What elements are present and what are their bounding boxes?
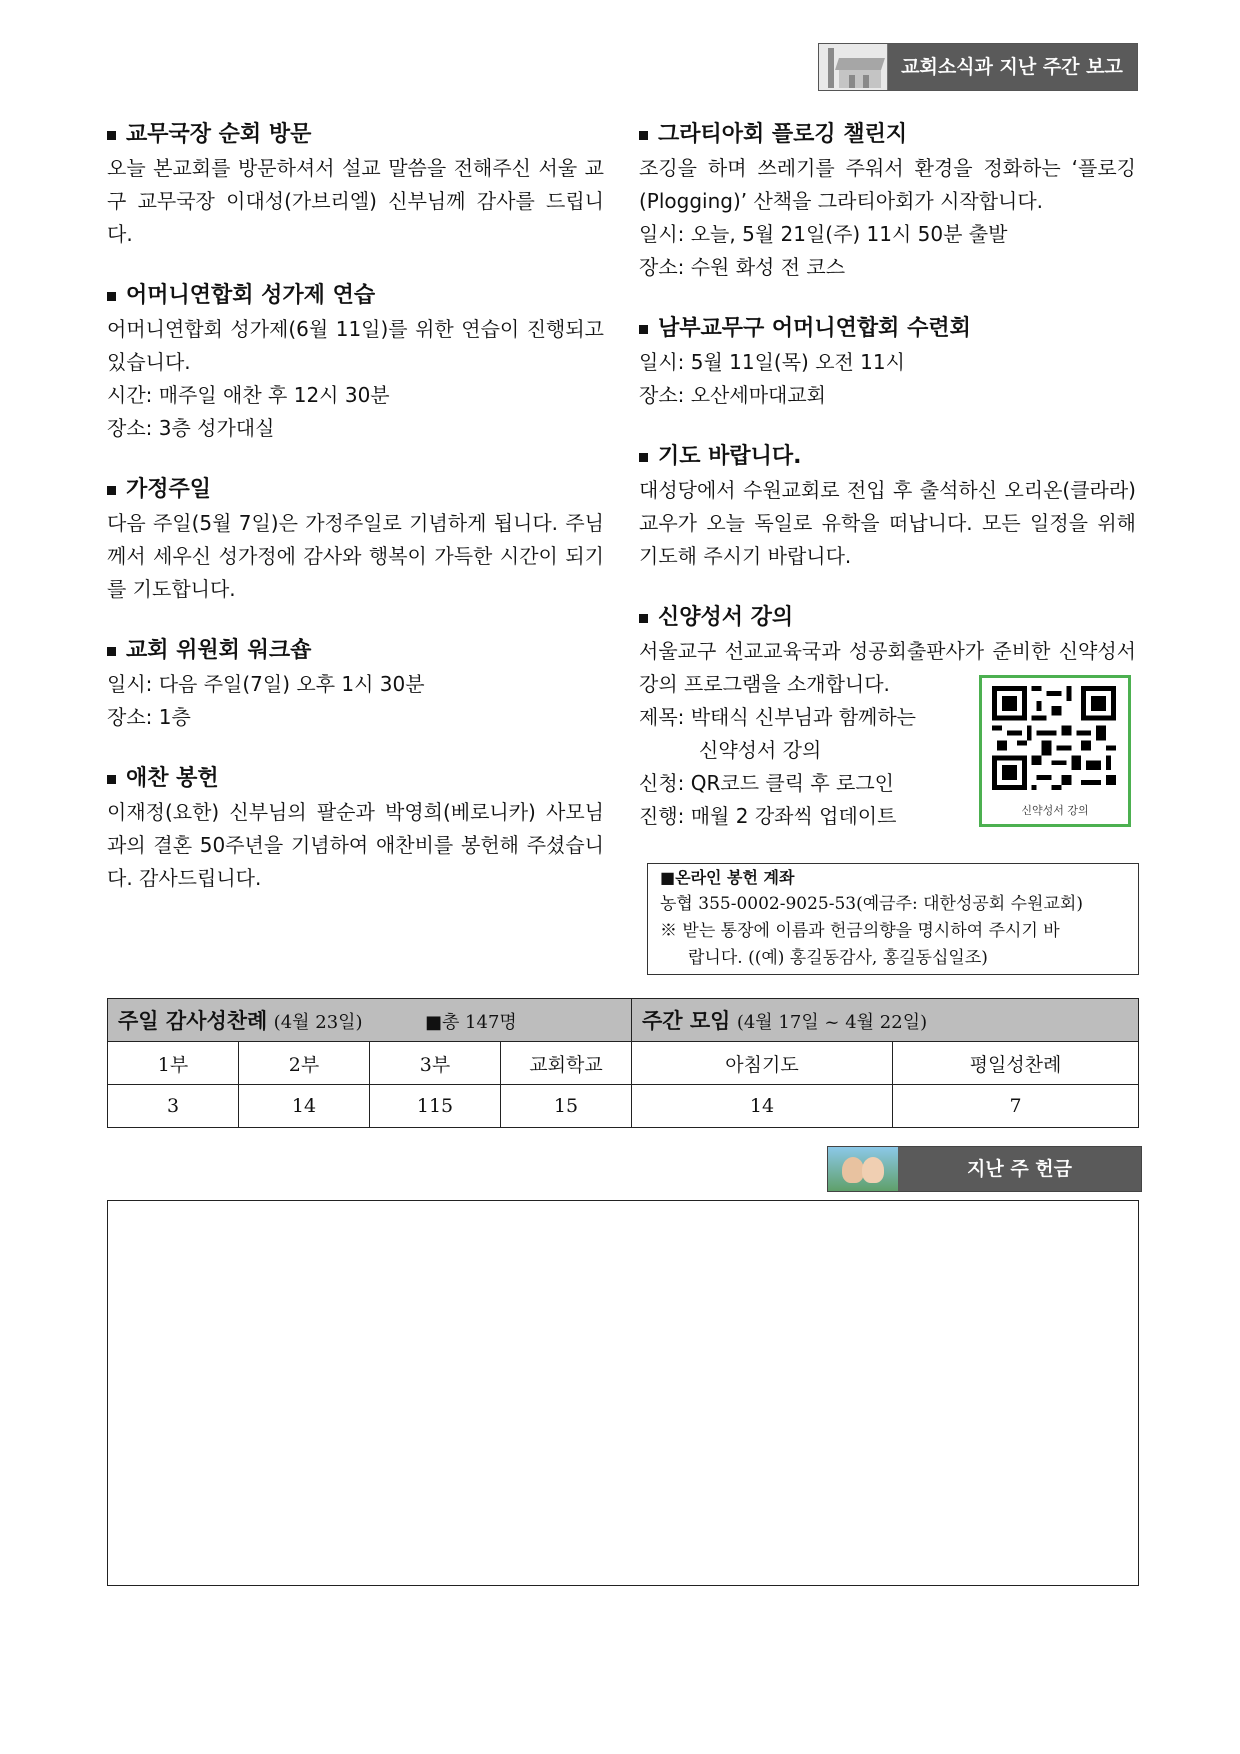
section-line: 일시: 다음 주일(7일) 오후 1시 30분 xyxy=(107,672,425,696)
weekly-header: 주간 모임 (4월 17일 ~ 4월 22일) xyxy=(632,999,1139,1042)
section-heading: 신양성서 강의 xyxy=(639,601,1136,635)
bullet-icon xyxy=(107,486,116,495)
section-retreat xyxy=(639,312,1136,412)
offering-note: ※ 받는 통장에 이름과 헌금의향을 명시하여 주시기 바 xyxy=(660,921,1060,941)
attendance-table xyxy=(107,998,1139,1128)
sunday-header: 주일 감사성찬례 (4월 23일) ■총 147명 xyxy=(108,999,632,1042)
table-row xyxy=(108,1085,1139,1128)
bullet-icon xyxy=(639,453,648,462)
section-workshop xyxy=(107,634,604,734)
qr-code[interactable] xyxy=(979,675,1131,827)
section-visit xyxy=(107,118,604,251)
section-heading: 애찬 봉헌 xyxy=(107,762,604,796)
section-line: 장소: 1층 xyxy=(107,705,191,729)
left-column xyxy=(107,118,604,923)
section-line: 장소: 3층 성가대실 xyxy=(107,416,275,440)
bullet-icon xyxy=(639,614,648,623)
column-header: 교회학교 xyxy=(501,1042,632,1085)
section-text: 조깅을 하며 쓰레기를 주워서 환경을 정화하는 ‘플로깅(Plogging)’ 산책을 그라티아회가 시작합니다. xyxy=(639,156,1136,213)
online-offering-box xyxy=(647,863,1139,975)
section-heading: 교무국장 순회 방문 xyxy=(107,118,604,152)
total-count: ■총 147명 xyxy=(424,1012,517,1033)
table-cell: 115 xyxy=(370,1085,501,1128)
page-title: 교회소식과 지난 주간 보고 xyxy=(901,56,1123,78)
bullet-icon xyxy=(639,325,648,334)
section-family-sunday xyxy=(107,473,604,606)
section-heading: 가정주일 xyxy=(107,473,604,507)
section-agape xyxy=(107,762,604,895)
qr-caption: 신약성서 강의 xyxy=(1021,804,1089,817)
section-plogging xyxy=(639,118,1136,284)
section-line: 일시: 오늘, 5월 21일(주) 11시 50분 출발 xyxy=(639,222,1008,246)
section-text: 서울교구 선교교육국과 성공회출판사가 준비한 신약성서 강의 프로그램을 소개합니다. xyxy=(639,639,1136,696)
column-header: 1부 xyxy=(108,1042,239,1085)
qr-code-icon xyxy=(992,686,1116,790)
section-line: 일시: 5월 11일(목) 오전 11시 xyxy=(639,350,905,374)
online-offering-title: ■온라인 봉헌 계좌 xyxy=(660,868,795,887)
lecture-apply-line: 신청: QR코드 클릭 후 로그인 xyxy=(639,771,895,795)
table-cell: 7 xyxy=(893,1085,1139,1128)
section-prayer xyxy=(639,440,1136,573)
offering-note: 랍니다. ((예) 홍길동감사, 홍길동십일조) xyxy=(688,948,988,968)
section-line: 장소: 오산세마대교회 xyxy=(639,383,826,407)
column-header: 아침기도 xyxy=(632,1042,893,1085)
section-choir xyxy=(107,279,604,445)
section-heading: 교회 위원회 워크숍 xyxy=(107,634,604,668)
section-heading: 남부교무구 어머니연합회 수련회 xyxy=(639,312,1136,346)
section-heading: 기도 바랍니다. xyxy=(639,440,1136,474)
table-row xyxy=(108,1042,1139,1085)
section-text: 대성당에서 수원교회로 전입 후 출석하신 오리온(클라라) 교우가 오늘 독일로 유학을 떠납니다. 모든 일정을 위해 기도해 주시기 바랍니다. xyxy=(639,478,1136,568)
lecture-progress-line: 진행: 매월 2 강좌씩 업데이트 xyxy=(639,804,897,828)
table-cell: 14 xyxy=(239,1085,370,1128)
section-heading: 그라티아회 플로깅 챌린지 xyxy=(639,118,1136,152)
church-building-icon xyxy=(819,44,888,90)
bullet-icon xyxy=(107,292,116,301)
section-text: 오늘 본교회를 방문하셔서 설교 말씀을 전해주신 서울 교구 교무국장 이대성(가브리엘) 신부님께 감사를 드립니다. xyxy=(107,156,604,246)
table-cell: 3 xyxy=(108,1085,239,1128)
section-line: 시간: 매주일 애찬 후 12시 30분 xyxy=(107,383,390,407)
offering-header xyxy=(827,1146,1142,1192)
section-line: 장소: 수원 화성 전 코스 xyxy=(639,255,846,279)
lecture-title-line: 신약성서 강의 xyxy=(699,738,822,762)
account-number: 농협 355-0002-9025-53(예금주: 대한성공회 수원교회) xyxy=(660,894,1083,914)
table-header-row xyxy=(108,999,1139,1042)
hands-icon xyxy=(828,1147,898,1191)
lecture-title-line: 제목: 박태식 신부님과 함께하는 xyxy=(639,705,916,729)
bullet-icon xyxy=(639,131,648,140)
section-text: 다음 주일(5월 7일)은 가정주일로 기념하게 됩니다. 주님께서 세우신 성가정에 감사와 행복이 가득한 시간이 되기를 기도합니다. xyxy=(107,511,604,601)
bullet-icon xyxy=(107,775,116,784)
column-header: 평일성찬례 xyxy=(893,1042,1139,1085)
page-header xyxy=(818,43,1138,91)
section-text: 어머니연합회 성가제(6월 11일)를 위한 연습이 진행되고 있습니다. xyxy=(107,317,604,374)
section-heading: 어머니연합회 성가제 연습 xyxy=(107,279,604,313)
bullet-icon xyxy=(107,131,116,140)
section-text: 이재정(요한) 신부님의 팔순과 박영희(베로니카) 사모님과의 결혼 50주년을 기념하여 애찬비를 봉헌해 주셨습니다. 감사드립니다. xyxy=(107,800,604,890)
offering-title: 지난 주 헌금 xyxy=(967,1158,1072,1180)
column-header: 3부 xyxy=(370,1042,501,1085)
column-header: 2부 xyxy=(239,1042,370,1085)
bullet-icon xyxy=(107,647,116,656)
offering-content-box xyxy=(107,1200,1139,1586)
table-cell: 14 xyxy=(632,1085,893,1128)
table-cell: 15 xyxy=(501,1085,632,1128)
